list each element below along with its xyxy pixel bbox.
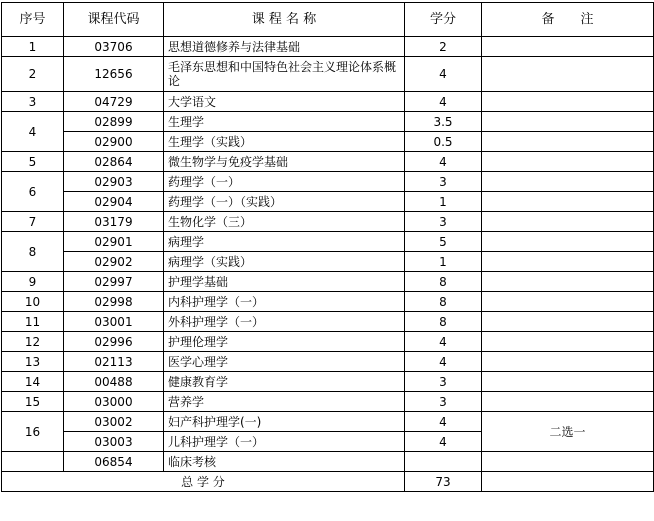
remark-cell	[482, 272, 654, 292]
name-cell: 生物化学（三）	[164, 212, 405, 232]
header-name: 课 程 名 称	[164, 3, 405, 37]
name-cell: 生理学	[164, 112, 405, 132]
credit-cell: 2	[405, 37, 482, 57]
seq-cell: 10	[2, 292, 64, 312]
code-cell: 02904	[64, 192, 164, 212]
remark-cell	[482, 92, 654, 112]
header-row	[2, 3, 654, 37]
credit-cell: 4	[405, 352, 482, 372]
code-cell: 06854	[64, 452, 164, 472]
name-cell: 思想道德修养与法律基础	[164, 37, 405, 57]
table-row	[2, 172, 654, 192]
table-row	[2, 332, 654, 352]
credit-cell: 5	[405, 232, 482, 252]
name-cell: 健康教育学	[164, 372, 405, 392]
name-cell: 病理学（实践）	[164, 252, 405, 272]
code-cell: 02996	[64, 332, 164, 352]
remark-cell	[482, 372, 654, 392]
remark-cell	[482, 192, 654, 212]
code-cell: 04729	[64, 92, 164, 112]
header-credit: 学分	[405, 3, 482, 37]
header-code: 课程代码	[64, 3, 164, 37]
total-label: 总 学 分	[2, 472, 405, 492]
header-remark: 备 注	[482, 3, 654, 37]
code-cell: 03706	[64, 37, 164, 57]
credit-cell: 4	[405, 412, 482, 432]
seq-cell: 6	[2, 172, 64, 212]
code-cell: 02902	[64, 252, 164, 272]
credit-cell: 4	[405, 152, 482, 172]
credit-cell: 3	[405, 172, 482, 192]
seq-cell: 3	[2, 92, 64, 112]
table-row	[2, 252, 654, 272]
credit-cell: 1	[405, 252, 482, 272]
remark-cell	[482, 392, 654, 412]
name-cell: 临床考核	[164, 452, 405, 472]
name-cell: 内科护理学（一）	[164, 292, 405, 312]
credit-cell	[405, 452, 482, 472]
seq-cell: 15	[2, 392, 64, 412]
name-cell: 护理伦理学	[164, 332, 405, 352]
name-cell: 护理学基础	[164, 272, 405, 292]
code-cell: 03179	[64, 212, 164, 232]
credit-cell: 4	[405, 57, 482, 92]
seq-cell: 5	[2, 152, 64, 172]
remark-cell	[482, 232, 654, 252]
name-cell: 妇产科护理学(一)	[164, 412, 405, 432]
remark-cell	[482, 312, 654, 332]
code-cell: 02113	[64, 352, 164, 372]
credit-cell: 1	[405, 192, 482, 212]
seq-cell: 1	[2, 37, 64, 57]
remark-cell	[482, 452, 654, 472]
name-cell: 大学语文	[164, 92, 405, 112]
credit-cell: 3	[405, 392, 482, 412]
seq-cell: 4	[2, 112, 64, 152]
code-cell: 02903	[64, 172, 164, 192]
remark-cell	[482, 352, 654, 372]
code-cell: 02901	[64, 232, 164, 252]
remark-cell	[482, 292, 654, 312]
name-cell: 生理学（实践）	[164, 132, 405, 152]
code-cell: 02864	[64, 152, 164, 172]
seq-cell: 16	[2, 412, 64, 452]
table-row	[2, 132, 654, 152]
credit-cell: 4	[405, 92, 482, 112]
remark-cell	[482, 37, 654, 57]
seq-cell: 9	[2, 272, 64, 292]
credit-cell: 8	[405, 292, 482, 312]
credit-cell: 3.5	[405, 112, 482, 132]
credit-cell: 3	[405, 212, 482, 232]
seq-cell: 13	[2, 352, 64, 372]
name-cell: 儿科护理学（一）	[164, 432, 405, 452]
table-row	[2, 57, 654, 92]
name-cell: 药理学（一）	[164, 172, 405, 192]
table-row	[2, 312, 654, 332]
seq-cell: 8	[2, 232, 64, 272]
code-cell: 02899	[64, 112, 164, 132]
table-row	[2, 152, 654, 172]
code-cell: 03002	[64, 412, 164, 432]
table-row	[2, 112, 654, 132]
name-cell: 微生物学与免疫学基础	[164, 152, 405, 172]
table-row	[2, 192, 654, 212]
seq-cell	[2, 452, 64, 472]
name-cell: 外科护理学（一）	[164, 312, 405, 332]
credit-cell: 4	[405, 432, 482, 452]
total-credit: 73	[405, 472, 482, 492]
credit-cell: 3	[405, 372, 482, 392]
code-cell: 03001	[64, 312, 164, 332]
credit-cell: 8	[405, 272, 482, 292]
table-row	[2, 272, 654, 292]
table-row	[2, 37, 654, 57]
credit-cell: 0.5	[405, 132, 482, 152]
name-cell: 药理学（一）（实践）	[164, 192, 405, 212]
code-cell: 03000	[64, 392, 164, 412]
code-cell: 02997	[64, 272, 164, 292]
name-cell: 毛泽东思想和中国特色社会主义理论体系概论	[164, 57, 405, 92]
table-row	[2, 212, 654, 232]
table-row	[2, 232, 654, 252]
seq-cell: 2	[2, 57, 64, 92]
remark-cell	[482, 152, 654, 172]
seq-cell: 7	[2, 212, 64, 232]
name-cell: 营养学	[164, 392, 405, 412]
code-cell: 03003	[64, 432, 164, 452]
name-cell: 医学心理学	[164, 352, 405, 372]
credit-cell: 8	[405, 312, 482, 332]
table-row	[2, 372, 654, 392]
header-seq: 序号	[2, 3, 64, 37]
remark-cell	[482, 212, 654, 232]
seq-cell: 14	[2, 372, 64, 392]
total-row	[2, 472, 654, 492]
remark-cell	[482, 252, 654, 272]
remark-cell	[482, 472, 654, 492]
remark-cell	[482, 132, 654, 152]
name-cell: 病理学	[164, 232, 405, 252]
remark-cell	[482, 112, 654, 132]
code-cell: 02998	[64, 292, 164, 312]
code-cell: 12656	[64, 57, 164, 92]
remark-cell	[482, 332, 654, 352]
table-row	[2, 292, 654, 312]
code-cell: 02900	[64, 132, 164, 152]
code-cell: 00488	[64, 372, 164, 392]
course-table	[1, 2, 654, 492]
table-row	[2, 412, 654, 432]
seq-cell: 11	[2, 312, 64, 332]
seq-cell: 12	[2, 332, 64, 352]
table-row	[2, 92, 654, 112]
credit-cell: 4	[405, 332, 482, 352]
table-row	[2, 352, 654, 372]
remark-cell	[482, 57, 654, 92]
table-row	[2, 452, 654, 472]
remark-cell: 二选一	[482, 412, 654, 452]
table-row	[2, 392, 654, 412]
remark-cell	[482, 172, 654, 192]
